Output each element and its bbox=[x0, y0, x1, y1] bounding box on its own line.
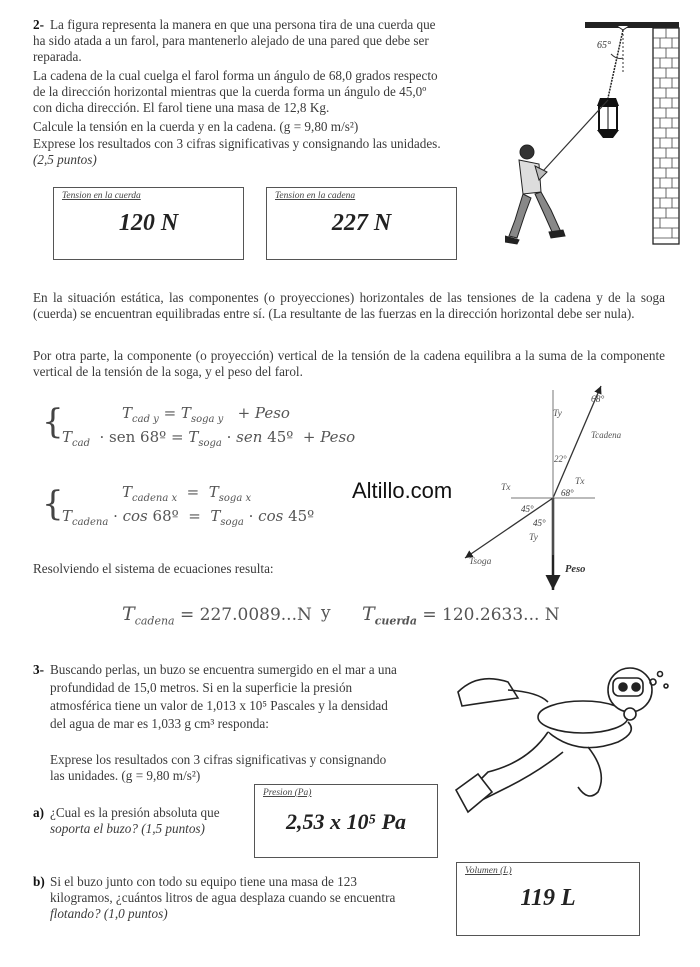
answer-label-cadena: Tension en la cadena bbox=[275, 191, 356, 201]
angle-45-a: 45° bbox=[521, 504, 534, 514]
diver-arm bbox=[578, 747, 601, 796]
diver-figure bbox=[448, 662, 678, 822]
problem-2-line-6: con dicha dirección. El farol tiene una masa de 12,8 Kg. bbox=[33, 100, 330, 115]
question-a-letter: a) bbox=[33, 805, 44, 820]
equation-1b: $T_{cad}$ · sen 68º = $T_{soga}$ · sen 45º + Peso bbox=[62, 428, 356, 449]
ty-top-label: Ty bbox=[553, 409, 562, 419]
answer-box-volumen bbox=[456, 862, 640, 936]
answer-label-presion: Presion (Pa) bbox=[263, 788, 312, 798]
explanation-paragraph-2: Por otra parte, la componente (o proyección) vertical de la tensión de la cadena equilibra a la suma de la componente vertical de la tensión de la soga, y el peso del farol. bbox=[33, 348, 665, 380]
force-diagram bbox=[455, 380, 645, 590]
express-line-2: las unidades. (g = 9,80 m/s²) bbox=[50, 768, 201, 783]
equation-2a: $T_{cadena x} = T_{soga x}$ bbox=[122, 483, 252, 504]
tcadena-label: Tcadena bbox=[591, 430, 622, 440]
problem-2-line-5: de la dirección horizontal mientras que la cuerda forma un ángulo de 45,0º bbox=[33, 84, 427, 99]
tx-left-label: Tx bbox=[501, 483, 511, 493]
answer-label-cuerda: Tension en la cuerda bbox=[62, 191, 141, 201]
problem-2-line-3: reparada. bbox=[33, 49, 82, 64]
angle-68-mid: 68° bbox=[561, 488, 574, 498]
tx-right-label: Tx bbox=[575, 477, 585, 487]
person-pulling bbox=[505, 145, 565, 244]
solving-text: Resolviendo el sistema de ecuaciones resulta: bbox=[33, 561, 274, 576]
brick-wall bbox=[653, 28, 679, 244]
watermark: Altillo.com bbox=[352, 478, 453, 503]
brace-2: { bbox=[42, 484, 64, 524]
problem-3-line-2: profundidad de 15,0 metros. Si en la superficie la presión bbox=[50, 680, 353, 695]
angle-22: 22° bbox=[554, 454, 567, 464]
ty-bottom-label: Ty bbox=[529, 533, 538, 543]
problem-3-line-1: Buscando perlas, un buzo se encuentra sumergido en el mar a una bbox=[50, 662, 397, 677]
result-cuerda-value: = 120.2633... N bbox=[422, 605, 560, 625]
regulator bbox=[624, 708, 636, 720]
problem-2-points: (2,5 puntos) bbox=[33, 152, 97, 167]
problem-2-line-4: La cadena de la cual cuelga el farol forma un ángulo de 68,0 grados respecto bbox=[33, 68, 438, 83]
lantern bbox=[597, 98, 619, 138]
wall-beam bbox=[585, 22, 679, 28]
diver-drawing bbox=[456, 668, 668, 812]
question-a-line-1: ¿Cual es la presión absoluta que bbox=[50, 805, 220, 820]
explanation-paragraph-1: En la situación estática, las componentes (o proyecciones) horizontales de las tensiones de la cadena y de la soga (cuerda) se encuentran equilibradas entre sí. (La resultante de las fuerzas en la dirección horizontal debe ser nula). bbox=[33, 290, 665, 322]
problem-2-line-1: La figura representa la manera en que una persona tira de una cuerda que bbox=[50, 17, 436, 32]
problem-2-line-8: Exprese los resultados con 3 cifras significativas y consignando las unidades. bbox=[33, 136, 441, 151]
problem-2-number: 2- bbox=[33, 17, 44, 32]
question-b-line-3: flotando? (1,0 puntos) bbox=[50, 906, 168, 921]
problem-3-line-3: atmosférica tiene un valor de 1,013 x 10⁵ Pascales y la densidad bbox=[50, 698, 388, 713]
answer-value-volumen: 119 L bbox=[520, 885, 576, 911]
tsoga-label: Tsoga bbox=[469, 557, 492, 567]
angle-68-top: 68° bbox=[591, 395, 605, 405]
answer-box-presion bbox=[254, 784, 438, 858]
fin-top bbox=[458, 679, 518, 706]
question-b-line-2: kilogramos, ¿cuántos litros de agua desplaza cuando se encuentra bbox=[50, 890, 396, 905]
result-cuerda: $T_{cuerda} = 120.2633$... N bbox=[362, 603, 560, 628]
question-b-letter: b) bbox=[33, 874, 45, 889]
answer-box-cadena bbox=[266, 187, 457, 260]
angle-45-b: 45° bbox=[533, 518, 546, 528]
figure-angle-label: 65° bbox=[597, 40, 611, 51]
lamp-figure bbox=[505, 14, 695, 246]
equation-1a: $T_{cad y} = T_{soga y}$ + Peso bbox=[122, 404, 290, 425]
brace-1: { bbox=[42, 402, 64, 442]
problem-2-line-2: ha sido atada a un farol, para mantenerlo alejado de una pared que debe ser bbox=[33, 33, 429, 48]
tsoga-vector bbox=[465, 498, 553, 558]
problem-3-number: 3- bbox=[33, 662, 44, 677]
answer-value-cuerda: 120 N bbox=[118, 210, 179, 236]
equation-2b: $T_{cadena} \cdot \cos$ 68º = $T_{soga} \cdot \cos$ 45º bbox=[62, 507, 315, 528]
answer-label-volumen: Volumen (L) bbox=[465, 866, 512, 876]
answer-value-presion: 2,53 x 10⁵ Pa bbox=[285, 809, 407, 834]
answer-value-cadena: 227 N bbox=[331, 210, 392, 236]
express-line-1: Exprese los resultados con 3 cifras significativas y consignando bbox=[50, 752, 387, 767]
question-a-line-2: soporta el buzo? (1,5 puntos) bbox=[50, 821, 205, 836]
problem-2-line-7: Calcule la tensión en la cuerda y en la cadena. (g = 9,80 m/s²) bbox=[33, 119, 359, 134]
peso-label: Peso bbox=[565, 564, 586, 575]
question-b-line-1: Si el buzo junto con todo su equipo tiene una masa de 123 bbox=[50, 874, 357, 889]
rope bbox=[533, 100, 608, 182]
result-y: y bbox=[321, 603, 331, 623]
result-cadena-value: = 227.0089...N bbox=[180, 605, 312, 625]
problem-3-line-4: del agua de mar es 1,033 g cm³ responda: bbox=[50, 716, 269, 731]
result-cadena: $T_{cadena} = 227.0089...N$ bbox=[122, 603, 312, 628]
answer-box-cuerda bbox=[53, 187, 244, 260]
